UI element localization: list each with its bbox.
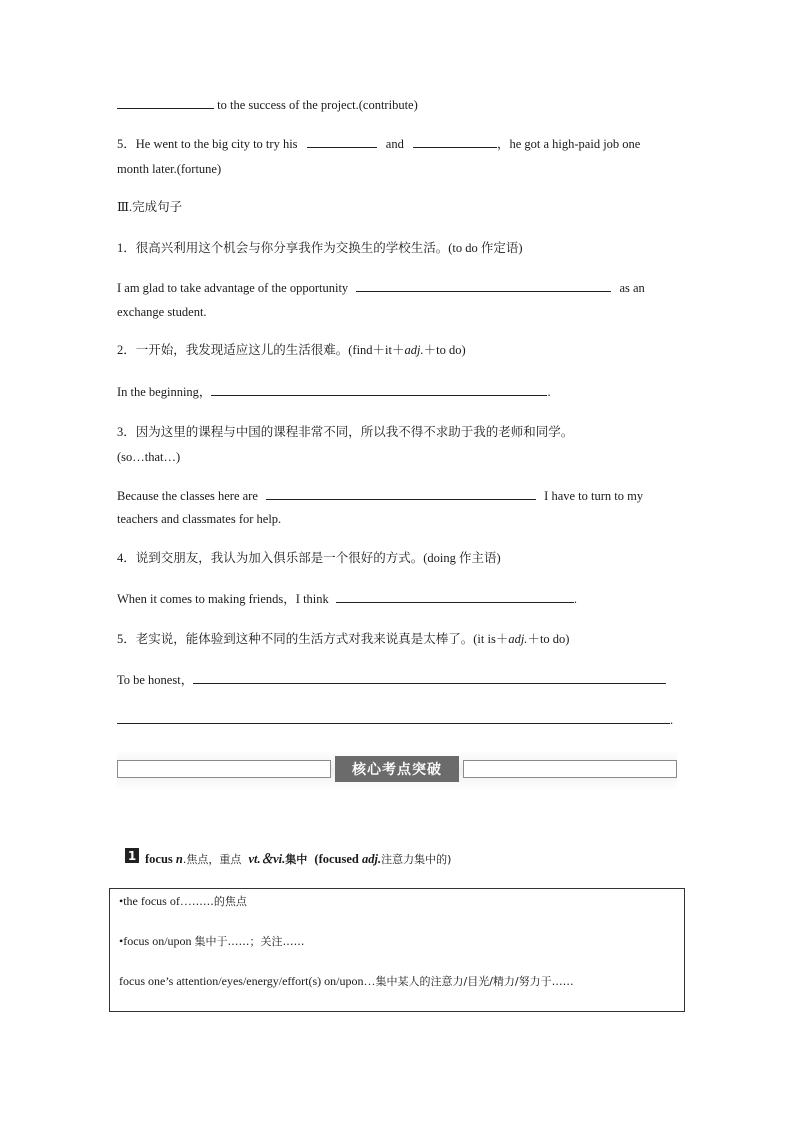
banner-title: 核心考点突破: [335, 756, 459, 782]
s3-q5-blank-2[interactable]: [117, 711, 670, 724]
q5-line: [117, 135, 640, 152]
q5-blank-1[interactable]: [307, 135, 377, 148]
s3-q5-answer-line2: [117, 711, 673, 728]
usage-item-1-zh: ……的焦点: [191, 895, 247, 908]
point-number-badge: 1: [125, 848, 139, 863]
section-banner: [117, 750, 677, 790]
q4-blank[interactable]: [117, 96, 214, 109]
s3-q2-answer-prefix: In the beginning，: [117, 385, 212, 399]
s3-q2-prompt-post: ＋to do): [423, 343, 466, 357]
focus-meaning-adj: 注意力集中的): [381, 853, 452, 866]
banner-bar-right: [463, 760, 677, 778]
s3-q5-prompt-post: ＋to do): [527, 632, 570, 646]
s3-q1-answer-suffix: as an: [619, 281, 645, 295]
focus-pos-verb: vt.＆vi.: [248, 852, 286, 866]
s3-q3-answer-prefix: Because the classes here are: [117, 489, 258, 503]
s3-q3-answer-suffix: I have to turn to my: [544, 489, 644, 503]
s3-q3-prompt: 3．因为这里的课程与中国的课程非常不同，所以我不得不求助于我的老师和同学。: [117, 425, 574, 439]
q5-and: and: [385, 137, 404, 151]
s3-q1-answer-prefix: I am glad to take advantage of the opportunity: [117, 281, 349, 295]
s3-q3-blank[interactable]: [266, 487, 536, 500]
s3-q4-prompt: 4．说到交朋友，我认为加入俱乐部是一个很好的方式。(doing 作主语): [117, 551, 501, 565]
s3-q4-answer: [117, 590, 577, 607]
s3-q5-answer: [117, 671, 666, 688]
s3-q5-prompt-pre: 5．老实说，能体验到这种不同的生活方式对我来说真是太棒了。(it is＋: [117, 632, 509, 646]
s3-q4-blank[interactable]: [336, 590, 574, 603]
q4-text: to the success of the project.(contribute): [217, 98, 418, 112]
usage-item-3-en: focus one’s attention/eyes/energy/effort(s) on/upon…: [119, 974, 376, 988]
s3-q5-answer-prefix: To be honest，: [117, 673, 194, 687]
focus-meaning-noun: .焦点，重点: [182, 853, 242, 866]
s3-q2-prompt-pre: 2．一开始，我发现适应这儿的生活很难。(find＋it＋: [117, 343, 405, 357]
q5-suffix: ，he got a high-paid job one: [496, 137, 641, 151]
focus-heading: [145, 849, 451, 867]
s3-q1-answer: [117, 279, 645, 296]
s3-q4-answer-prefix: When it comes to making friends，I think: [117, 592, 329, 606]
usage-item-1: [119, 893, 247, 909]
s3-q5-prompt: [117, 631, 569, 647]
focus-pos-adj: adj.: [361, 852, 382, 866]
q5-line2: month later.(fortune): [117, 162, 222, 176]
s3-q4-answer-suffix: .: [573, 592, 578, 606]
s3-q1-prompt: 1．很高兴利用这个机会与你分享我作为交换生的学校生活。(to do 作定语): [117, 241, 523, 255]
s3-q3-answer: [117, 487, 643, 504]
q5-blank-2[interactable]: [413, 135, 497, 148]
s3-q1-answer-line2: exchange student.: [117, 305, 207, 319]
s3-q3-prompt-line2: (so…that…): [117, 450, 181, 464]
s3-q2-answer-suffix: .: [547, 385, 551, 399]
s3-q2-prompt-italic: adj.: [404, 343, 424, 357]
focus-focused-word: focused: [318, 852, 359, 866]
s3-q2-answer: [117, 383, 551, 400]
s3-q2-prompt: [117, 342, 466, 358]
usage-box: [109, 888, 685, 1012]
section3-heading: Ⅲ.完成句子: [117, 200, 183, 214]
focus-paren-open: (: [314, 852, 319, 866]
usage-item-3: [119, 973, 574, 989]
focus-pos-noun: n: [175, 852, 183, 866]
focus-meaning-verb: 集中: [285, 853, 308, 866]
s3-q2-blank[interactable]: [211, 383, 547, 396]
usage-item-3-zh: 集中某人的注意力/目光/精力/努力于……: [375, 975, 574, 988]
s3-q1-blank[interactable]: [356, 279, 611, 292]
q4-answer-line: [117, 96, 418, 113]
banner-bar-left: [117, 760, 331, 778]
focus-word: focus: [145, 852, 173, 866]
usage-item-1-en: •the focus of…: [119, 894, 192, 908]
s3-q5-answer-suffix: .: [670, 713, 674, 727]
s3-q3-answer-line2: teachers and classmates for help.: [117, 512, 282, 526]
usage-item-2-zh: 集中于……；关注……: [194, 935, 305, 948]
q5-prefix: 5．He went to the big city to try his: [117, 137, 298, 151]
s3-q5-blank-1[interactable]: [193, 671, 666, 684]
s3-q5-prompt-italic: adj.: [508, 632, 528, 646]
usage-item-2-en: •focus on/upon: [119, 934, 192, 948]
usage-item-2: [119, 933, 305, 949]
